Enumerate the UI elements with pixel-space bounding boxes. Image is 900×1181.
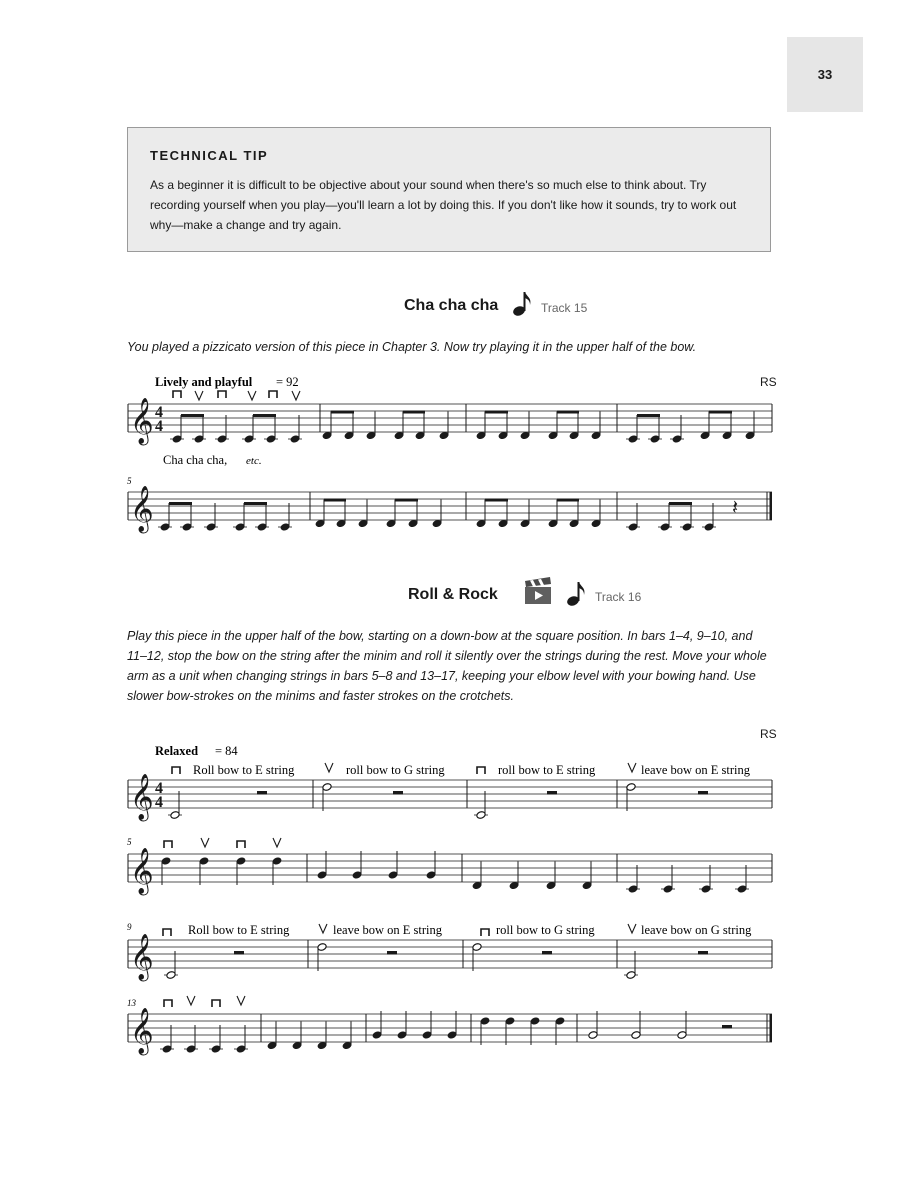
down-bow-mark bbox=[218, 391, 226, 398]
piece1-track: Track 15 bbox=[541, 301, 588, 315]
half-rest bbox=[547, 791, 557, 795]
system-number: 9 bbox=[127, 922, 132, 932]
direction: Roll bow to E string bbox=[188, 923, 290, 937]
beam bbox=[485, 411, 508, 414]
time-signature: 4 bbox=[155, 404, 163, 421]
half-rest bbox=[542, 951, 552, 955]
beam bbox=[395, 499, 418, 502]
up-bow-mark bbox=[248, 391, 256, 400]
direction: leave bow on E string bbox=[641, 763, 751, 777]
treble-clef: 𝄞 bbox=[130, 774, 154, 820]
half-rest bbox=[257, 791, 267, 795]
quarter-rest: 𝄽 bbox=[732, 495, 739, 519]
beam bbox=[253, 414, 276, 417]
system-number: 13 bbox=[127, 998, 136, 1008]
final-barline bbox=[770, 492, 773, 520]
up-bow-mark bbox=[187, 996, 195, 1005]
piece1-tempo-value: = 92 bbox=[276, 375, 299, 389]
direction: roll bow to G string bbox=[346, 763, 445, 777]
up-bow-mark bbox=[628, 763, 636, 772]
treble-clef: 𝄞 bbox=[130, 934, 154, 980]
beam bbox=[403, 411, 425, 414]
up-bow-mark bbox=[292, 391, 300, 400]
page-number: 33 bbox=[787, 37, 863, 112]
tip-body: As a beginner it is difficult to be objective about your sound when there's so much else to think about. Try recording yourself when you play—you'll learn a lot by doing this. If you don't like how it sounds, try to work out why—make a change and try again. bbox=[150, 178, 737, 232]
up-bow-mark bbox=[628, 924, 636, 933]
piece1-lyric: Cha cha cha, bbox=[163, 453, 228, 467]
beam bbox=[169, 502, 192, 505]
down-bow-mark bbox=[477, 767, 485, 774]
beam bbox=[331, 411, 354, 414]
down-bow-mark bbox=[163, 929, 171, 936]
piece1-tempo-text: Lively and playful bbox=[155, 375, 253, 389]
down-bow-mark bbox=[164, 841, 172, 848]
time-signature: 4 bbox=[155, 780, 163, 797]
beam bbox=[557, 411, 579, 414]
beam bbox=[669, 502, 692, 505]
beam bbox=[557, 499, 579, 502]
final-barline bbox=[770, 1014, 773, 1042]
beam bbox=[244, 502, 267, 505]
piece2-title: Roll & Rock bbox=[408, 586, 498, 603]
treble-clef: 𝄞 bbox=[130, 486, 154, 532]
down-bow-mark bbox=[237, 841, 245, 848]
half-rest bbox=[722, 1025, 732, 1029]
half-rest bbox=[393, 791, 403, 795]
direction: roll bow to E string bbox=[498, 763, 596, 777]
system-number: 5 bbox=[127, 476, 132, 486]
direction: Roll bow to E string bbox=[193, 763, 295, 777]
down-bow-mark bbox=[173, 391, 181, 398]
half-rest bbox=[234, 951, 244, 955]
direction: leave bow on G string bbox=[641, 923, 752, 937]
tip-heading: TECHNICAL TIP bbox=[150, 148, 269, 163]
piece1-credit: RS bbox=[760, 375, 777, 389]
system-number: 5 bbox=[127, 837, 132, 847]
piece1-intro: You played a pizzicato version of this piece in Chapter 3. Now try playing it in the upper half of the bow. bbox=[127, 340, 697, 354]
piece2-tempo-value: = 84 bbox=[215, 744, 238, 758]
up-bow-mark bbox=[325, 763, 333, 772]
up-bow-mark bbox=[201, 838, 209, 847]
beam bbox=[181, 414, 204, 417]
up-bow-mark bbox=[319, 924, 327, 933]
down-bow-mark bbox=[269, 391, 277, 398]
piece2-track: Track 16 bbox=[595, 590, 642, 604]
treble-clef: 𝄞 bbox=[130, 848, 154, 894]
half-rest bbox=[698, 791, 708, 795]
up-bow-mark bbox=[237, 996, 245, 1005]
piece2-tempo-text: Relaxed bbox=[155, 744, 199, 758]
piece1-title: Cha cha cha bbox=[404, 297, 499, 314]
piece1-lyric-etc: etc. bbox=[246, 455, 262, 467]
beam bbox=[637, 414, 660, 417]
beam bbox=[324, 499, 346, 502]
beam bbox=[709, 411, 732, 414]
notation-layer bbox=[128, 391, 772, 1056]
beam bbox=[485, 499, 508, 502]
down-bow-mark bbox=[172, 767, 180, 774]
down-bow-mark bbox=[164, 1000, 172, 1007]
time-signature: 4 bbox=[155, 794, 163, 811]
direction: leave bow on E string bbox=[333, 923, 443, 937]
down-bow-mark bbox=[481, 929, 489, 936]
half-rest bbox=[387, 951, 397, 955]
piece2-credit: RS bbox=[760, 727, 777, 741]
piece2-intro: Play this piece in the upper half of the bow, starting on a down-bow at the square position. In bars 1–4, 9–10, and 11–12, stop the bow on the string after the minim and roll it silently over the strings during the rest. Move your whole arm as a unit when changing strings in bars 5–8 and 13–17, keeping your elbow level with your bowing hand. Use slower bow-strokes on the minims and faster strokes on the crotchets. bbox=[127, 629, 767, 703]
down-bow-mark bbox=[212, 1000, 220, 1007]
time-signature: 4 bbox=[155, 418, 163, 435]
up-bow-mark bbox=[195, 391, 203, 400]
direction: roll bow to G string bbox=[496, 923, 595, 937]
treble-clef: 𝄞 bbox=[130, 398, 154, 444]
half-rest bbox=[698, 951, 708, 955]
treble-clef: 𝄞 bbox=[130, 1008, 154, 1054]
up-bow-mark bbox=[273, 838, 281, 847]
